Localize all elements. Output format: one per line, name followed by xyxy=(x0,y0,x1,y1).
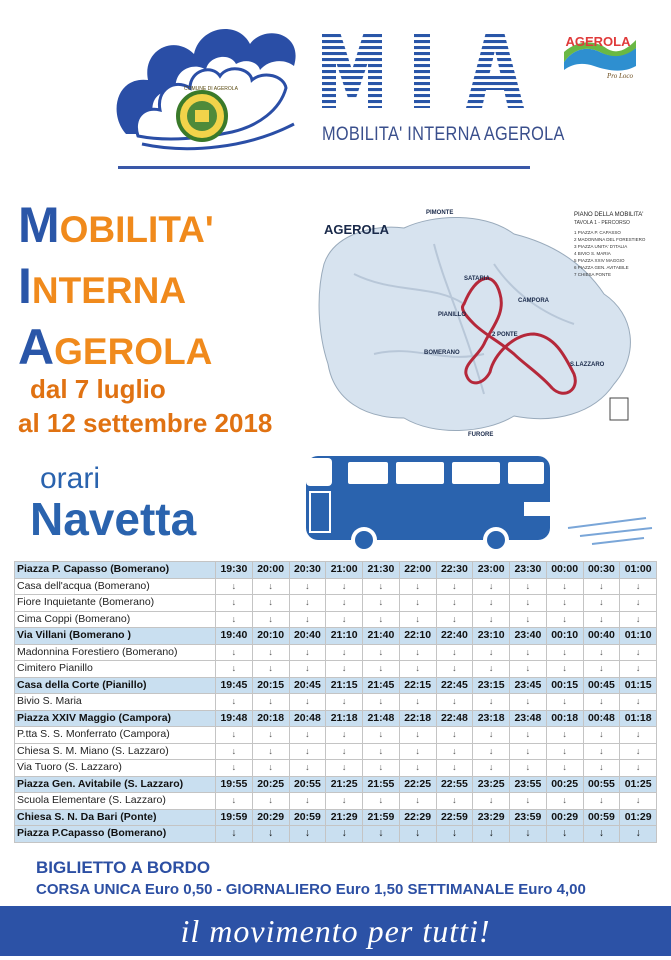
stop-name: Piazza XXIV Maggio (Campora) xyxy=(15,710,216,727)
pass-arrow: ↓ xyxy=(252,694,289,711)
pass-arrow: ↓ xyxy=(326,578,363,595)
departure-time: 22:10 xyxy=(399,628,436,645)
pass-arrow: ↓ xyxy=(216,743,253,760)
pass-arrow: ↓ xyxy=(583,826,620,843)
pass-arrow: ↓ xyxy=(252,611,289,628)
pass-arrow: ↓ xyxy=(399,793,436,810)
departure-time: 23:48 xyxy=(510,710,547,727)
pass-arrow: ↓ xyxy=(326,694,363,711)
departure-time: 21:18 xyxy=(326,710,363,727)
pass-arrow: ↓ xyxy=(546,743,583,760)
departure-time: 01:10 xyxy=(620,628,657,645)
table-row xyxy=(15,661,657,678)
map-legend-sub: TAVOLA 1 - PERCORSO xyxy=(574,220,630,226)
table-row xyxy=(15,793,657,810)
stop-name: Bivio S. Maria xyxy=(15,694,216,711)
pass-arrow: ↓ xyxy=(216,826,253,843)
pass-arrow: ↓ xyxy=(252,826,289,843)
departure-time: 23:25 xyxy=(473,776,510,793)
pass-arrow: ↓ xyxy=(216,661,253,678)
departure-time: 20:59 xyxy=(289,809,326,826)
pass-arrow: ↓ xyxy=(216,578,253,595)
stop-name: Chiesa S. N. Da Bari (Ponte) xyxy=(15,809,216,826)
legend-item: 5 PIAZZA XXIV MAGGIO xyxy=(574,258,625,263)
departure-time: 22:15 xyxy=(399,677,436,694)
stop-name: Scuola Elementare (S. Lazzaro) xyxy=(15,793,216,810)
pass-arrow: ↓ xyxy=(473,793,510,810)
departure-time: 23:30 xyxy=(510,562,547,579)
pass-arrow: ↓ xyxy=(583,793,620,810)
pass-arrow: ↓ xyxy=(620,727,657,744)
pass-arrow: ↓ xyxy=(363,595,400,612)
pass-arrow: ↓ xyxy=(473,611,510,628)
pass-arrow: ↓ xyxy=(510,611,547,628)
table-row xyxy=(15,710,657,727)
pass-arrow: ↓ xyxy=(399,611,436,628)
title-line-3: AGEROLA xyxy=(18,319,213,375)
departure-time: 00:45 xyxy=(583,677,620,694)
departure-time: 00:00 xyxy=(546,562,583,579)
map-place: SATARIA xyxy=(464,276,490,282)
pass-arrow: ↓ xyxy=(216,611,253,628)
departure-time: 01:29 xyxy=(620,809,657,826)
pass-arrow: ↓ xyxy=(289,743,326,760)
table-row xyxy=(15,595,657,612)
pass-arrow: ↓ xyxy=(583,743,620,760)
table-row xyxy=(15,727,657,744)
departure-time: 21:15 xyxy=(326,677,363,694)
pass-arrow: ↓ xyxy=(583,760,620,777)
pass-arrow: ↓ xyxy=(473,694,510,711)
title-line-2: INTERNA xyxy=(18,258,187,314)
departure-time: 21:30 xyxy=(363,562,400,579)
pass-arrow: ↓ xyxy=(620,611,657,628)
departure-time: 00:10 xyxy=(546,628,583,645)
legend-item: 2 MADONNINA DEL FORESTIERO xyxy=(574,237,646,242)
pass-arrow: ↓ xyxy=(363,727,400,744)
departure-time: 23:45 xyxy=(510,677,547,694)
stop-name: Madonnina Forestiero (Bomerano) xyxy=(15,644,216,661)
pass-arrow: ↓ xyxy=(473,760,510,777)
pass-arrow: ↓ xyxy=(289,760,326,777)
table-row xyxy=(15,760,657,777)
pass-arrow: ↓ xyxy=(436,661,473,678)
pass-arrow: ↓ xyxy=(363,826,400,843)
departure-time: 00:55 xyxy=(583,776,620,793)
navetta-label: Navetta xyxy=(30,493,197,545)
pass-arrow: ↓ xyxy=(546,727,583,744)
timetable xyxy=(14,561,657,843)
departure-time: 19:48 xyxy=(216,710,253,727)
pass-arrow: ↓ xyxy=(399,694,436,711)
pass-arrow: ↓ xyxy=(473,727,510,744)
departure-time: 21:48 xyxy=(363,710,400,727)
departure-time: 20:25 xyxy=(252,776,289,793)
ticket-title: BIGLIETTO A BORDO xyxy=(36,858,211,877)
pass-arrow: ↓ xyxy=(583,595,620,612)
pass-arrow: ↓ xyxy=(546,793,583,810)
pass-arrow: ↓ xyxy=(252,743,289,760)
pass-arrow: ↓ xyxy=(252,793,289,810)
stop-name: Fiore Inquietante (Bomerano) xyxy=(15,595,216,612)
table-row xyxy=(15,743,657,760)
departure-time: 20:48 xyxy=(289,710,326,727)
pass-arrow: ↓ xyxy=(289,611,326,628)
pass-arrow: ↓ xyxy=(436,743,473,760)
departure-time: 00:15 xyxy=(546,677,583,694)
stop-name: Piazza P. Capasso (Bomerano) xyxy=(15,562,216,579)
pass-arrow: ↓ xyxy=(620,661,657,678)
departure-time: 21:29 xyxy=(326,809,363,826)
stop-name: Chiesa S. M. Miano (S. Lazzaro) xyxy=(15,743,216,760)
departure-time: 23:18 xyxy=(473,710,510,727)
departure-time: 01:15 xyxy=(620,677,657,694)
departure-time: 20:29 xyxy=(252,809,289,826)
departure-time: 23:40 xyxy=(510,628,547,645)
pass-arrow: ↓ xyxy=(399,661,436,678)
stop-name: Cimitero Pianillo xyxy=(15,661,216,678)
bus-icon xyxy=(300,454,656,554)
pass-arrow: ↓ xyxy=(252,727,289,744)
pass-arrow: ↓ xyxy=(546,826,583,843)
departure-time: 21:00 xyxy=(326,562,363,579)
table-row xyxy=(15,644,657,661)
pass-arrow: ↓ xyxy=(326,611,363,628)
pass-arrow: ↓ xyxy=(620,826,657,843)
pass-arrow: ↓ xyxy=(326,743,363,760)
pass-arrow: ↓ xyxy=(620,644,657,661)
mia-striped-wordmark xyxy=(318,28,530,114)
pass-arrow: ↓ xyxy=(473,578,510,595)
stop-name: Casa dell'acqua (Bomerano) xyxy=(15,578,216,595)
pass-arrow: ↓ xyxy=(473,661,510,678)
departure-time: 01:18 xyxy=(620,710,657,727)
proloco-logo xyxy=(558,18,640,80)
pass-arrow: ↓ xyxy=(546,694,583,711)
departure-time: 20:40 xyxy=(289,628,326,645)
stop-name: Via Villani (Bomerano ) xyxy=(15,628,216,645)
departure-time: 00:40 xyxy=(583,628,620,645)
pass-arrow: ↓ xyxy=(289,727,326,744)
pass-arrow: ↓ xyxy=(399,595,436,612)
pass-arrow: ↓ xyxy=(216,760,253,777)
pass-arrow: ↓ xyxy=(252,644,289,661)
departure-time: 19:30 xyxy=(216,562,253,579)
date-end: al 12 settembre 2018 xyxy=(18,408,273,438)
pass-arrow: ↓ xyxy=(510,793,547,810)
map-place: BOMERANO xyxy=(424,350,460,356)
legend-item: 6 PIAZZA GEN. AVITABILE xyxy=(574,265,629,270)
pass-arrow: ↓ xyxy=(252,760,289,777)
departure-time: 21:25 xyxy=(326,776,363,793)
departure-time: 19:45 xyxy=(216,677,253,694)
departure-time: 20:00 xyxy=(252,562,289,579)
pass-arrow: ↓ xyxy=(583,727,620,744)
header-rule xyxy=(118,166,530,169)
pass-arrow: ↓ xyxy=(546,661,583,678)
departure-time: 19:40 xyxy=(216,628,253,645)
pass-arrow: ↓ xyxy=(436,760,473,777)
pass-arrow: ↓ xyxy=(473,826,510,843)
pass-arrow: ↓ xyxy=(399,760,436,777)
departure-time: 19:59 xyxy=(216,809,253,826)
stop-name: Piazza P.Capasso (Bomerano) xyxy=(15,826,216,843)
pass-arrow: ↓ xyxy=(436,694,473,711)
pass-arrow: ↓ xyxy=(289,826,326,843)
departure-time: 23:15 xyxy=(473,677,510,694)
departure-time: 00:30 xyxy=(583,562,620,579)
pass-arrow: ↓ xyxy=(510,644,547,661)
pass-arrow: ↓ xyxy=(546,644,583,661)
map-place: S.LAZZARO xyxy=(570,362,605,368)
pass-arrow: ↓ xyxy=(510,595,547,612)
date-start: dal 7 luglio xyxy=(30,374,166,404)
departure-time: 20:10 xyxy=(252,628,289,645)
pass-arrow: ↓ xyxy=(289,661,326,678)
map-place: PIMONTE xyxy=(426,210,454,216)
pass-arrow: ↓ xyxy=(363,793,400,810)
pass-arrow: ↓ xyxy=(546,760,583,777)
pass-arrow: ↓ xyxy=(289,644,326,661)
pass-arrow: ↓ xyxy=(510,826,547,843)
title-line-1: MOBILITA' xyxy=(18,197,214,253)
map-legend-title: PIANO DELLA MOBILITA' xyxy=(574,212,644,218)
departure-time: 01:00 xyxy=(620,562,657,579)
pass-arrow: ↓ xyxy=(252,595,289,612)
pass-arrow: ↓ xyxy=(583,661,620,678)
stop-name: Via Tuoro (S. Lazzaro) xyxy=(15,760,216,777)
departure-time: 00:25 xyxy=(546,776,583,793)
table-row xyxy=(15,611,657,628)
table-row xyxy=(15,628,657,645)
pass-arrow: ↓ xyxy=(510,727,547,744)
pass-arrow: ↓ xyxy=(326,727,363,744)
stop-name: Cima Coppi (Bomerano) xyxy=(15,611,216,628)
pass-arrow: ↓ xyxy=(363,760,400,777)
departure-time: 21:40 xyxy=(363,628,400,645)
pass-arrow: ↓ xyxy=(289,694,326,711)
pass-arrow: ↓ xyxy=(620,793,657,810)
departure-time: 21:10 xyxy=(326,628,363,645)
departure-time: 22:59 xyxy=(436,809,473,826)
legend-item: 4 BIVIO S. MARIA xyxy=(574,251,611,256)
departure-time: 00:59 xyxy=(583,809,620,826)
pass-arrow: ↓ xyxy=(216,727,253,744)
stop-name: P.tta S. S. Monferrato (Campora) xyxy=(15,727,216,744)
pass-arrow: ↓ xyxy=(436,826,473,843)
pass-arrow: ↓ xyxy=(546,578,583,595)
departure-time: 22:29 xyxy=(399,809,436,826)
pass-arrow: ↓ xyxy=(399,644,436,661)
departure-time: 22:00 xyxy=(399,562,436,579)
departure-time: 22:30 xyxy=(436,562,473,579)
pass-arrow: ↓ xyxy=(326,644,363,661)
pass-arrow: ↓ xyxy=(252,661,289,678)
pass-arrow: ↓ xyxy=(289,578,326,595)
pass-arrow: ↓ xyxy=(546,611,583,628)
route-map xyxy=(314,204,656,444)
pass-arrow: ↓ xyxy=(399,826,436,843)
pass-arrow: ↓ xyxy=(620,694,657,711)
pass-arrow: ↓ xyxy=(252,578,289,595)
table-row xyxy=(15,677,657,694)
departure-time: 23:00 xyxy=(473,562,510,579)
table-row xyxy=(15,776,657,793)
departure-time: 23:59 xyxy=(510,809,547,826)
departure-time: 00:48 xyxy=(583,710,620,727)
departure-time: 01:25 xyxy=(620,776,657,793)
pass-arrow: ↓ xyxy=(583,611,620,628)
departure-time: 21:45 xyxy=(363,677,400,694)
map-title: AGEROLA xyxy=(324,222,389,237)
pass-arrow: ↓ xyxy=(510,694,547,711)
departure-time: 23:10 xyxy=(473,628,510,645)
pass-arrow: ↓ xyxy=(326,661,363,678)
pass-arrow: ↓ xyxy=(363,661,400,678)
table-row xyxy=(15,694,657,711)
pass-arrow: ↓ xyxy=(583,644,620,661)
departure-time: 20:55 xyxy=(289,776,326,793)
pass-arrow: ↓ xyxy=(289,793,326,810)
pass-arrow: ↓ xyxy=(216,644,253,661)
departure-time: 00:18 xyxy=(546,710,583,727)
departure-time: 23:29 xyxy=(473,809,510,826)
departure-time: 21:59 xyxy=(363,809,400,826)
departure-time: 00:29 xyxy=(546,809,583,826)
legend-item: 3 PIAZZA UNITA' D'ITALIA xyxy=(574,244,628,249)
table-row xyxy=(15,826,657,843)
pass-arrow: ↓ xyxy=(473,644,510,661)
departure-time: 21:55 xyxy=(363,776,400,793)
map-crest-icon xyxy=(610,398,628,420)
pass-arrow: ↓ xyxy=(363,578,400,595)
pass-arrow: ↓ xyxy=(436,727,473,744)
pass-arrow: ↓ xyxy=(326,760,363,777)
pass-arrow: ↓ xyxy=(510,578,547,595)
departure-time: 20:18 xyxy=(252,710,289,727)
table-row xyxy=(15,562,657,579)
orari-label: orari xyxy=(40,462,101,495)
map-place: CAMPORA xyxy=(518,298,549,304)
pass-arrow: ↓ xyxy=(326,595,363,612)
pass-arrow: ↓ xyxy=(510,661,547,678)
pass-arrow: ↓ xyxy=(326,793,363,810)
pass-arrow: ↓ xyxy=(620,595,657,612)
pass-arrow: ↓ xyxy=(216,694,253,711)
pass-arrow: ↓ xyxy=(583,578,620,595)
legend-item: 1 PIAZZA P. CAPASSO xyxy=(574,230,621,235)
pass-arrow: ↓ xyxy=(363,743,400,760)
departure-time: 22:18 xyxy=(399,710,436,727)
pass-arrow: ↓ xyxy=(326,826,363,843)
map-place: 2 PONTE xyxy=(492,332,518,338)
departure-time: 22:55 xyxy=(436,776,473,793)
pass-arrow: ↓ xyxy=(216,595,253,612)
logo-subtitle: MOBILITA' INTERNA AGEROLA xyxy=(322,124,565,145)
ticket-prices: CORSA UNICA Euro 0,50 - GIORNALIERO Euro 1,50 SETTIMANALE Euro 4,00 xyxy=(36,881,586,898)
seal-text: COMUNE DI AGEROLA xyxy=(184,86,238,92)
departure-time: 20:15 xyxy=(252,677,289,694)
map-place: PIANILLO xyxy=(438,312,466,318)
table-row xyxy=(15,809,657,826)
pass-arrow: ↓ xyxy=(436,578,473,595)
slogan: il movimento per tutti! xyxy=(180,913,491,949)
pass-arrow: ↓ xyxy=(363,611,400,628)
pass-arrow: ↓ xyxy=(510,760,547,777)
pass-arrow: ↓ xyxy=(216,793,253,810)
pass-arrow: ↓ xyxy=(473,595,510,612)
pass-arrow: ↓ xyxy=(289,595,326,612)
pass-arrow: ↓ xyxy=(399,727,436,744)
pass-arrow: ↓ xyxy=(510,743,547,760)
pass-arrow: ↓ xyxy=(620,578,657,595)
departure-time: 20:30 xyxy=(289,562,326,579)
pass-arrow: ↓ xyxy=(436,611,473,628)
departure-time: 20:45 xyxy=(289,677,326,694)
pass-arrow: ↓ xyxy=(546,595,583,612)
pass-arrow: ↓ xyxy=(399,743,436,760)
proloco-tag: Pro Loco xyxy=(607,72,633,80)
departure-time: 22:48 xyxy=(436,710,473,727)
pass-arrow: ↓ xyxy=(436,595,473,612)
stop-name: Casa della Corte (Pianillo) xyxy=(15,677,216,694)
pass-arrow: ↓ xyxy=(620,743,657,760)
pass-arrow: ↓ xyxy=(583,694,620,711)
departure-time: 22:40 xyxy=(436,628,473,645)
pass-arrow: ↓ xyxy=(436,793,473,810)
pass-arrow: ↓ xyxy=(473,743,510,760)
table-row xyxy=(15,578,657,595)
map-place: FURORE xyxy=(468,432,494,438)
departure-time: 23:55 xyxy=(510,776,547,793)
departure-time: 22:25 xyxy=(399,776,436,793)
legend-item: 7 CHIESA PONTE xyxy=(574,272,612,277)
pass-arrow: ↓ xyxy=(363,694,400,711)
departure-time: 22:45 xyxy=(436,677,473,694)
pass-arrow: ↓ xyxy=(363,644,400,661)
stop-name: Piazza Gen. Avitabile (S. Lazzaro) xyxy=(15,776,216,793)
pass-arrow: ↓ xyxy=(436,644,473,661)
pass-arrow: ↓ xyxy=(399,578,436,595)
proloco-name: AGEROLA xyxy=(565,34,631,49)
pass-arrow: ↓ xyxy=(620,760,657,777)
departure-time: 19:55 xyxy=(216,776,253,793)
